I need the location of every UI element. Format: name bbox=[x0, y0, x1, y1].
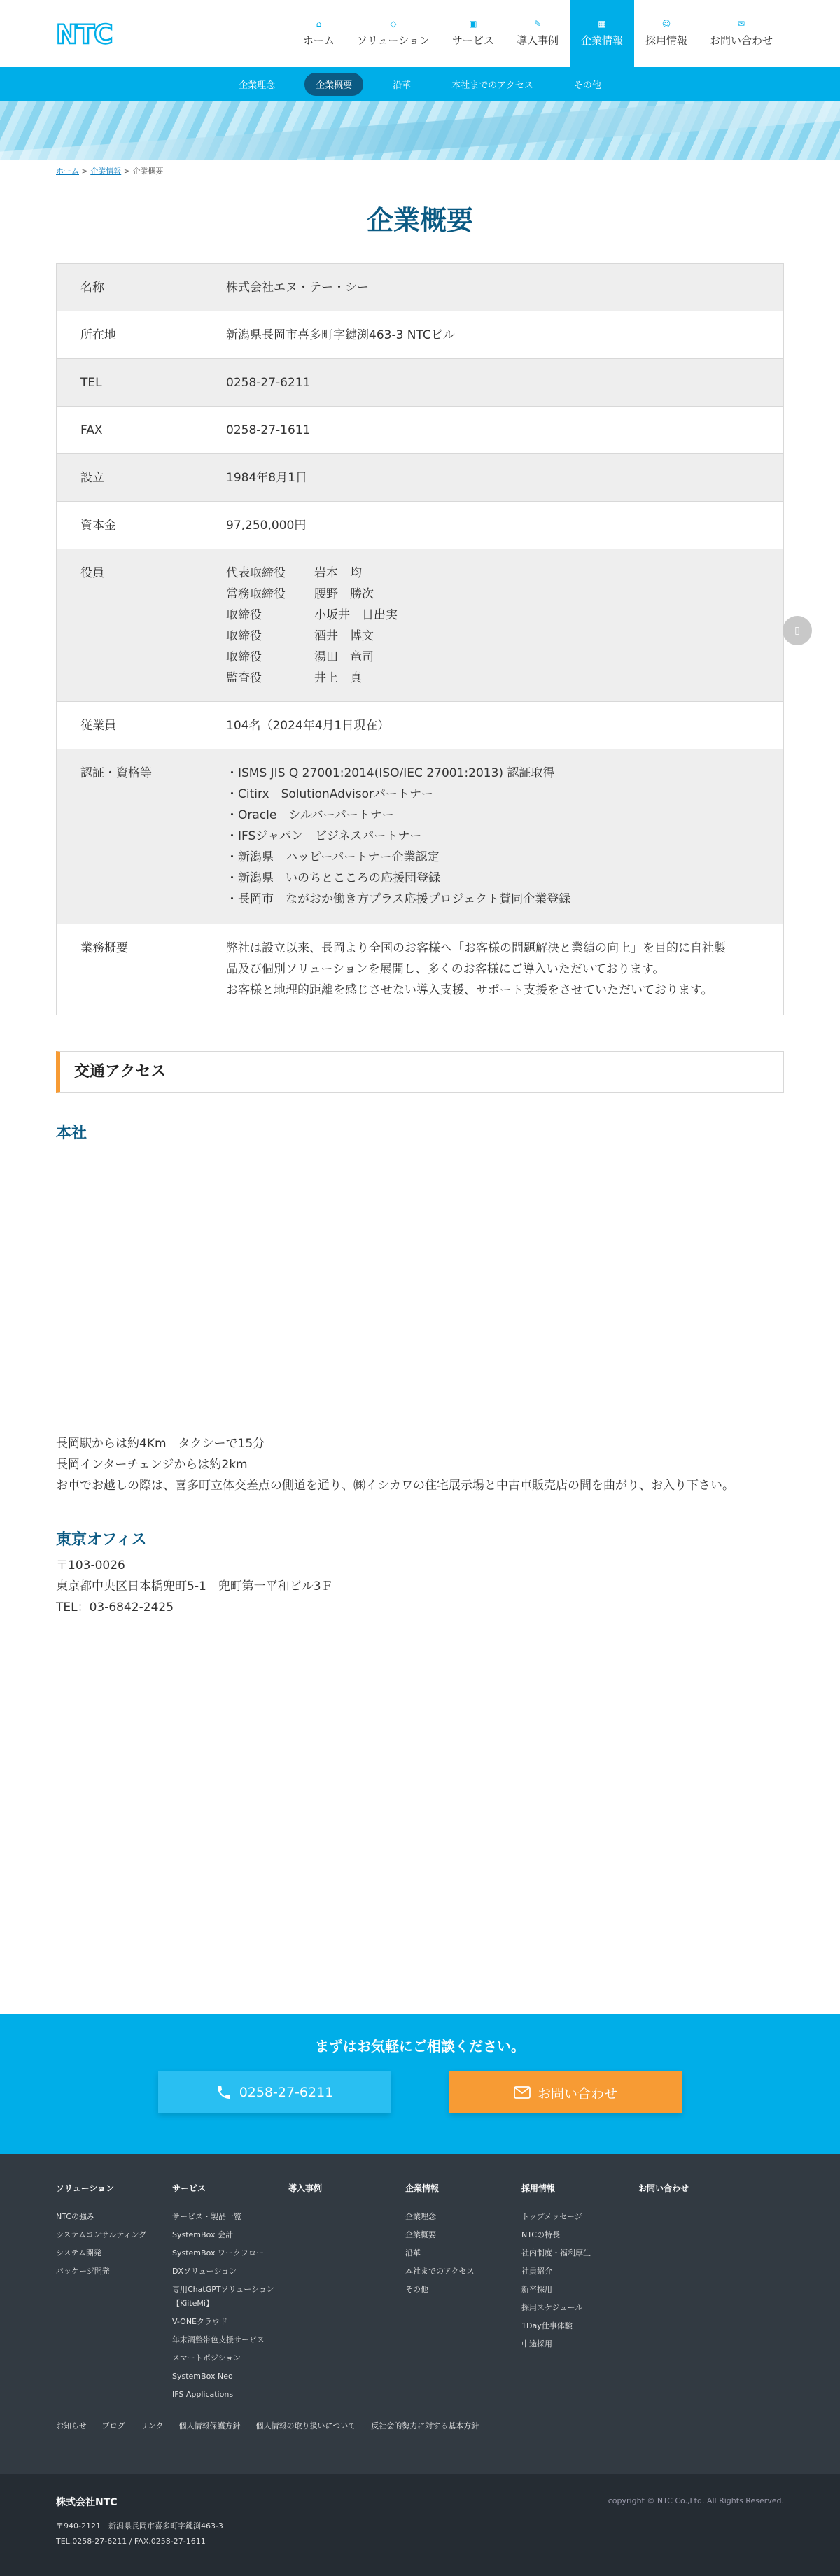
hq-map-area[interactable] bbox=[56, 1151, 784, 1424]
nav-contact[interactable]: ✉ お問い合わせ bbox=[709, 19, 773, 47]
table-row: 所在地 新潟県長岡市喜多町字鍵渕463-3 NTCビル bbox=[57, 311, 784, 359]
cta-mail-button[interactable]: お問い合わせ bbox=[449, 2071, 682, 2113]
nav-company[interactable]: ▦ 企業情報 bbox=[570, 0, 634, 67]
cert-item: ・Oracle シルバーパートナー bbox=[226, 808, 394, 822]
table-row: 名称 株式会社エヌ・テー・シー bbox=[57, 264, 784, 311]
access-section-title: 交通アクセス bbox=[56, 1051, 784, 1093]
footer-col-contact: お問い合わせ bbox=[638, 2183, 690, 2193]
officer: 常務取締役 腰野 勝次 bbox=[226, 587, 374, 601]
cert-item: ・新潟県 いのちとこころの応援団登録 bbox=[226, 871, 440, 885]
recruit-icon: ☺ bbox=[662, 19, 671, 29]
contact-cta bbox=[0, 2014, 840, 2154]
table-row: 認証・資格等 ・ISMS JIS Q 27001:2014(ISO/IEC 27001:2013) 認証取得 ・Citirx SolutionAdvisorパートナー ・Oracle シルバーパートナー ・IFSジャパン ビジネスパートナー ・新潟県 ハッピーパートナー企業認定 ・新潟県 いのちとこころの応援団登録 ・長岡市 ながおか働き方プラス応援プロジェクト賛同企業登録 bbox=[57, 749, 784, 924]
breadcrumb-company[interactable]: 企業情報 bbox=[90, 167, 122, 176]
business-text: 弊社は設立以来、長岡より全国のお客様へ「お客様の問題解決と業績の向上」を目的に自社製 品及び個別ソリューションを展開し、多くのお客様にご導入いただいております。 お客様と地理的距離を感じさせない導入支援、サポート支援をさせていただいております。 bbox=[202, 924, 784, 1015]
officer: 代表取締役 岩本 均 bbox=[226, 566, 362, 580]
officer: 取締役 酒井 博文 bbox=[226, 629, 374, 643]
footer-bottom-links bbox=[56, 2420, 479, 2431]
officer: 取締役 湯田 竜司 bbox=[226, 650, 374, 664]
tokyo-title: 東京オフィス bbox=[56, 1531, 147, 1549]
service-icon: ▣ bbox=[469, 19, 477, 29]
certs-list bbox=[202, 749, 784, 924]
footer-col-solution: ソリューション NTCの強み システムコンサルティング システム開発 パッケージ開発 bbox=[56, 2183, 147, 2276]
officers-list bbox=[202, 549, 784, 702]
home-icon: ⌂ bbox=[316, 19, 322, 29]
breadcrumb: ホーム > 企業情報 > 企業概要 bbox=[56, 167, 164, 176]
solution-icon: ◇ bbox=[390, 19, 397, 29]
footer-link[interactable]: 個人情報保護方針 bbox=[178, 2421, 241, 2430]
table-row: 従業員 104名（2024年4月1日現在） bbox=[57, 702, 784, 749]
hq-title: 本社 bbox=[56, 1125, 88, 1142]
hq-directions: 長岡駅からは約4Km タクシーで15分 長岡インターチェンジからは約2km お車でお越しの際は、喜多町立体交差点の側道を通り、㈱イシカワの住宅展示場と中古車販売店の間を曲がり、お入り下さい。 bbox=[56, 1437, 734, 1493]
footer-link[interactable]: リンク bbox=[140, 2421, 164, 2430]
footer-company-name: 株式会社NTC bbox=[56, 2497, 118, 2508]
breadcrumb-current: 企業概要 bbox=[132, 167, 164, 176]
mail-icon bbox=[514, 2086, 531, 2099]
nav-solution[interactable]: ◇ ソリューション bbox=[356, 19, 430, 47]
cert-item: ・長岡市 ながおか働き方プラス応援プロジェクト賛同企業登録 bbox=[226, 892, 571, 906]
sub-nav bbox=[0, 67, 840, 101]
cta-tel-button[interactable]: 0258-27-6211 bbox=[158, 2071, 391, 2113]
nav-home[interactable]: ⌂ ホーム bbox=[302, 19, 335, 47]
nav-recruit[interactable]: ☺ 採用情報 bbox=[645, 19, 687, 47]
table-row: TEL 0258-27-6211 bbox=[57, 359, 784, 407]
cert-item: ・ISMS JIS Q 27001:2014(ISO/IEC 27001:2013) 認証取得 bbox=[226, 766, 555, 780]
cert-item: ・Citirx SolutionAdvisorパートナー bbox=[226, 787, 433, 801]
nav-case[interactable]: ✎ 導入事例 bbox=[516, 19, 559, 47]
footer-link[interactable]: 反社会的勢力に対する基本方針 bbox=[371, 2421, 479, 2430]
site-header bbox=[0, 0, 840, 67]
table-row: 業務概要 弊社は設立以来、長岡より全国のお客様へ「お客様の問題解決と業績の向上」を目的に自社製 品及び個別ソリューションを展開し、多くのお客様にご導入いただいております。 お客様と地理的距離を感じさせない導入支援、サポート支援をさせていただいております。 bbox=[57, 924, 784, 1015]
subnav-other[interactable]: その他 bbox=[573, 80, 601, 91]
scroll-indicator-icon: ▯ bbox=[794, 625, 800, 636]
footer-link[interactable]: ブログ bbox=[102, 2421, 125, 2430]
company-icon: ▦ bbox=[598, 19, 606, 29]
site-footer bbox=[0, 2154, 840, 2474]
ntc-logo[interactable] bbox=[56, 20, 127, 47]
company-info-table bbox=[56, 263, 784, 1015]
page-title: 企業概要 bbox=[366, 205, 473, 236]
svg-text:NTC: NTC bbox=[56, 20, 113, 47]
footer-col-recruit: 採用情報 トップメッセージ NTCの特長 社内制度・福利厚生 社員紹介 新卒採用 採用スケジュール 1Day仕事体験 中途採用 bbox=[522, 2183, 591, 2349]
global-nav bbox=[292, 0, 784, 67]
footer-col-case: 導入事例 bbox=[288, 2183, 323, 2193]
nav-service[interactable]: ▣ サービス bbox=[451, 19, 494, 47]
cert-item: ・IFSジャパン ビジネスパートナー bbox=[226, 829, 422, 843]
case-icon: ✎ bbox=[533, 19, 541, 29]
officer: 監査役 井上 真 bbox=[226, 671, 362, 685]
footer-link[interactable]: お知らせ bbox=[56, 2421, 87, 2430]
table-row: FAX 0258-27-1611 bbox=[57, 407, 784, 454]
officer: 取締役 小坂井 日出実 bbox=[226, 608, 398, 622]
footer-address: 〒940-2121 新潟県長岡市喜多町字鍵渕463-3 TEL.0258-27-6211 / FAX.0258-27-1611 bbox=[56, 2521, 223, 2546]
footer-col-service: サービス サービス・製品一覧 SystemBox 会計 SystemBox ワークフロー DXソリューション 専用ChatGPTソリューション【KiiteMi】 V-ONEクラウド 年末調整帯色支援サービス スマートポジション SystemBox Neo IFS Applications bbox=[172, 2183, 274, 2399]
copyright-bar bbox=[0, 2474, 840, 2576]
table-row: 設立 1984年8月1日 bbox=[57, 454, 784, 502]
page-scroll-button[interactable] bbox=[783, 616, 812, 645]
contact-icon: ✉ bbox=[737, 19, 746, 29]
breadcrumb-home[interactable]: ホーム bbox=[56, 167, 79, 176]
subnav-access[interactable]: 本社までのアクセス bbox=[451, 80, 533, 91]
tokyo-address: 〒103-0026 東京都中央区日本橋兜町5-1 兜町第一平和ビル3Ｆ TEL：03-6842-2425 bbox=[56, 1558, 333, 1614]
cert-item: ・新潟県 ハッピーパートナー企業認定 bbox=[226, 850, 440, 864]
cta-title: まずはお気軽にご相談ください。 bbox=[315, 2038, 525, 2055]
tokyo-map-area[interactable] bbox=[56, 1631, 784, 1966]
subnav-history[interactable]: 沿革 bbox=[393, 80, 412, 91]
table-row: 資本金 97,250,000円 bbox=[57, 502, 784, 549]
hero-banner-image bbox=[0, 101, 840, 160]
subnav-philosophy[interactable]: 企業理念 bbox=[239, 80, 276, 91]
subnav-overview[interactable]: 企業概要 bbox=[304, 73, 363, 96]
footer-col-company: 企業情報 企業理念 企業概要 沿革 本社までのアクセス その他 bbox=[405, 2183, 475, 2294]
phone-icon bbox=[216, 2084, 232, 2101]
table-row: 役員 代表取締役 岩本 均 常務取締役 腰野 勝次 取締役 小坂井 日出実 取締役 酒井 博文 取締役 湯田 竜司 監査役 井上 真 bbox=[57, 549, 784, 702]
copyright-text: copyright © NTC Co.,Ltd. All Rights Reserved. bbox=[608, 2496, 784, 2505]
footer-link[interactable]: 個人情報の取り扱いについて bbox=[255, 2421, 356, 2430]
